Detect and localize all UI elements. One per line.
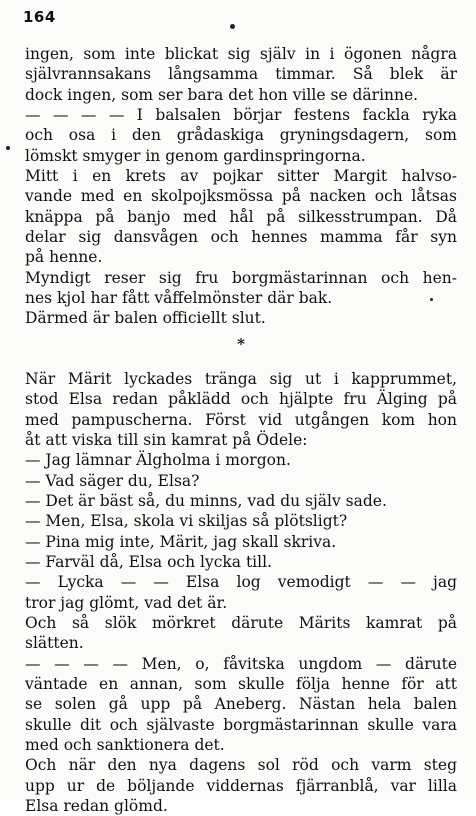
- section-2: [25, 369, 457, 816]
- text-line: — Lycka — — Elsa log vemodigt — — jag: [25, 573, 457, 592]
- text-line: Mitt i en krets av pojkar sitter Margit halvso-: [25, 167, 457, 186]
- text-line: dock ingen, som ser bara det hon ville se därinne.: [25, 85, 419, 104]
- text-line: skulle dit och självaste borgmästarinnan skulle vara: [25, 715, 457, 734]
- text-line: Och så slök mörkret därute Märits kamrat på: [25, 613, 457, 632]
- print-speck: [230, 24, 235, 29]
- text-line: delar sig dansvågen och hennes mamma får syn: [25, 228, 457, 247]
- text-line: nes kjol har fått våffelmönster där bak.: [25, 289, 333, 308]
- text-line: Och när den nya dagens sol röd och varm steg: [25, 756, 457, 775]
- text-line: ingen, som inte blickat sig själv in i ögonen några: [25, 45, 457, 63]
- text-line: — Men, Elsa, skola vi skiljas så plötsligt?: [25, 512, 348, 531]
- text-line: — Det är bäst så, du minns, vad du själv sade.: [25, 491, 387, 510]
- text-line: — — — — Men, o, fåvitska ungdom — därute: [25, 654, 457, 673]
- text-line: När Märit lyckades tränga sig ut i kapprummet,: [25, 369, 457, 388]
- text-line: — Pina mig inte, Märit, jag skall skriva.: [25, 532, 337, 551]
- text-line: med pampuscherna. Först vid utgången kom hon: [25, 410, 457, 429]
- text-line: — Jag lämnar Älgholma i morgon.: [25, 451, 291, 470]
- print-speck: [6, 146, 10, 150]
- text-line: slätten.: [25, 634, 84, 653]
- text-line: Myndigt reser sig fru borgmästarinnan och hen-: [25, 268, 457, 287]
- text-line: tror jag glömt, vad det är.: [25, 593, 228, 612]
- text-line: och osa i den grådaskiga gryningsdagern, som: [25, 126, 457, 145]
- text-line: åt att viska till sin kamrat på Ödele:: [25, 430, 308, 449]
- section-1: [25, 44, 457, 329]
- text-line: upp ur de böljande viddernas fjärranblå, var lilla: [25, 776, 457, 795]
- text-line: stod Elsa redan påklädd och hjälpte fru Älging på: [25, 390, 457, 409]
- text-line: på henne.: [25, 248, 103, 267]
- text-line: knäppa på banjo med hål på silkesstrumpan. Då: [25, 207, 457, 226]
- text-line: se solen gå upp på Aneberg. Nästan hela balen: [25, 695, 457, 714]
- text-line: självrannsakans långsamma timmar. Så blek är: [25, 65, 457, 84]
- text-line: med och sanktionera det.: [25, 736, 225, 754]
- text-line: lömskt smyger in genom gardinspringorna.: [25, 146, 366, 165]
- text-line: — — — — I balsalen börjar festens fackla ryka: [25, 106, 457, 125]
- text-line: — Vad säger du, Elsa?: [25, 471, 200, 490]
- text-line: Därmed är balen officiellt slut.: [25, 309, 266, 328]
- page-number: 164: [23, 8, 56, 26]
- text-line: Elsa redan glömd.: [25, 797, 168, 816]
- text-line: — Farväl då, Elsa och lycka till.: [25, 552, 272, 571]
- section-separator: *: [237, 334, 245, 353]
- text-line: väntade en annan, som skulle följa henne för att: [25, 674, 457, 693]
- text-line: vande med en skolpojksmössa på nacken och låtsas: [25, 187, 457, 206]
- body-text: [25, 44, 457, 816]
